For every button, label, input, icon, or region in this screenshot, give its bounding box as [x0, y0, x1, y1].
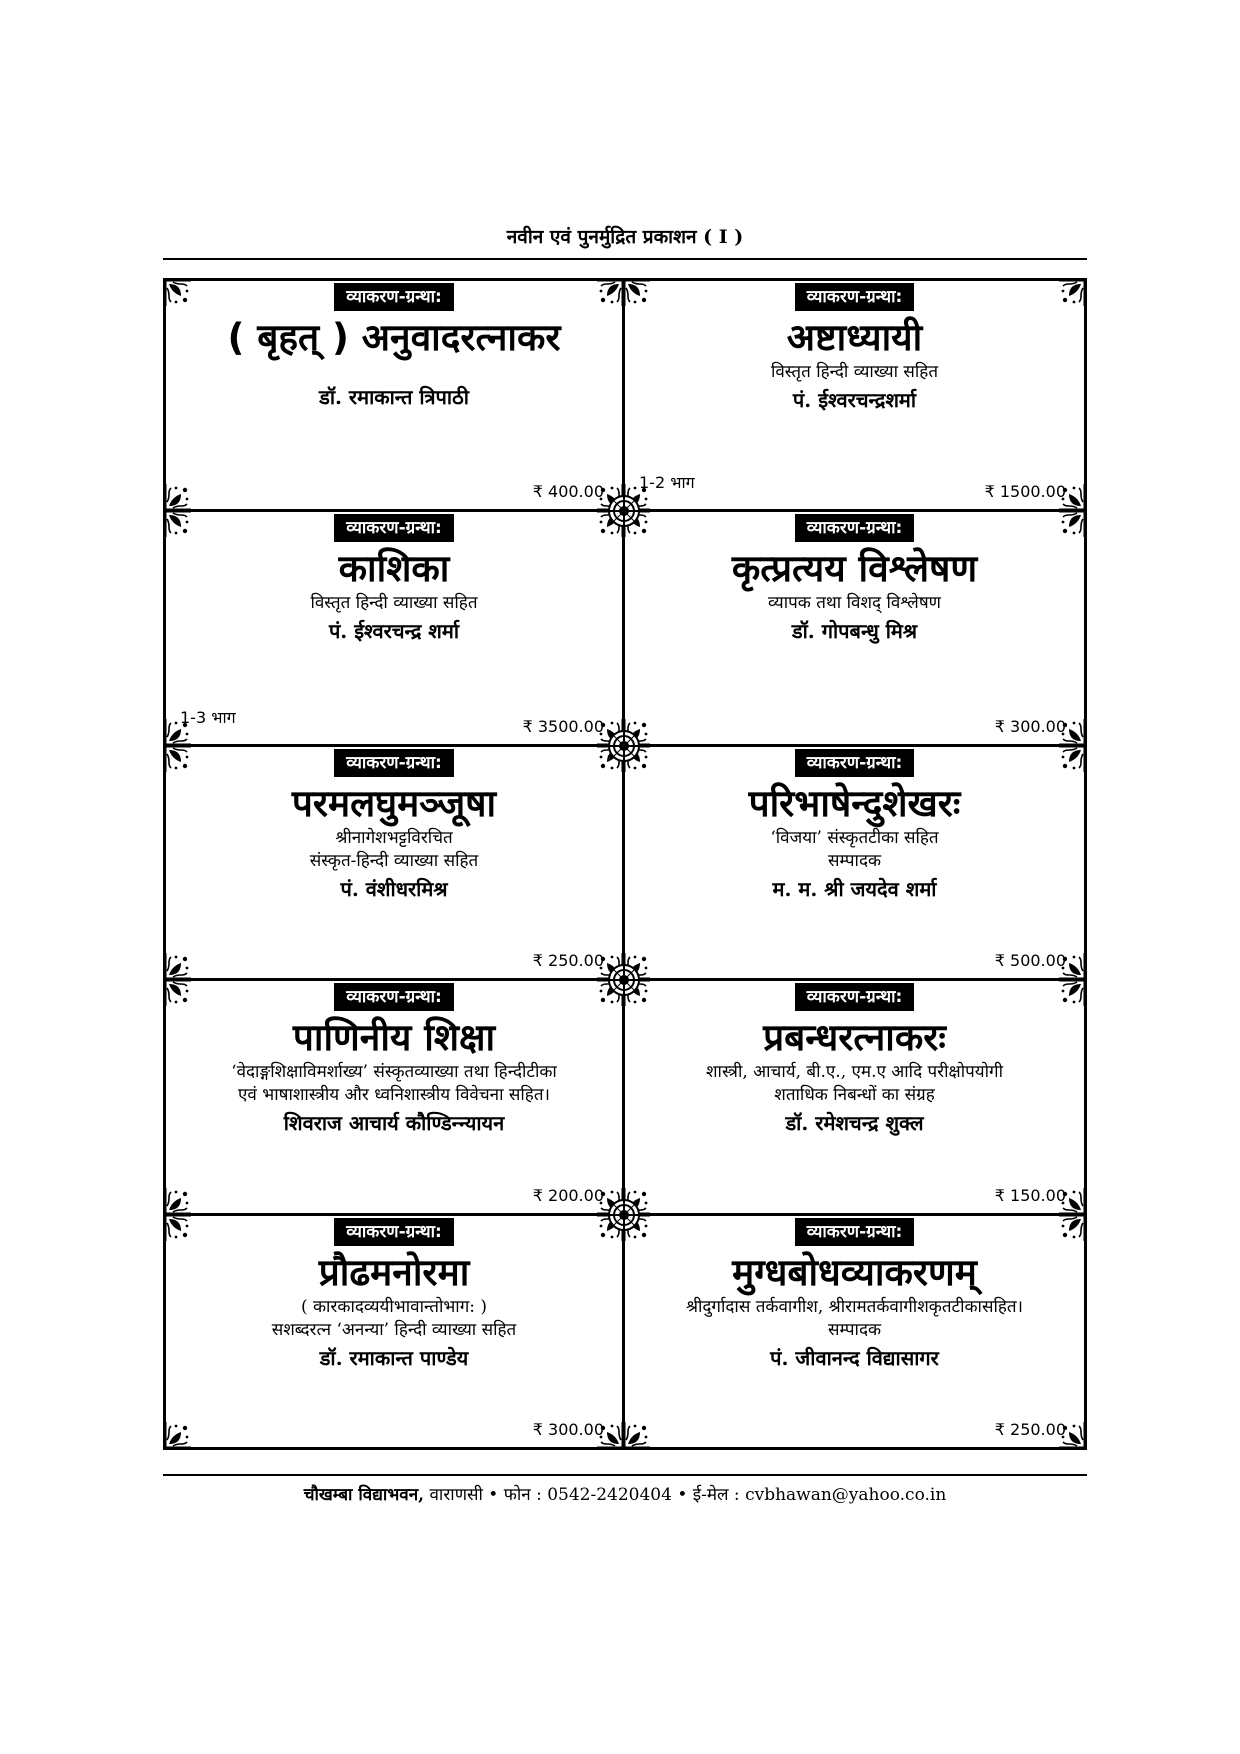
category-band: व्याकरण-ग्रन्था:	[334, 1218, 454, 1246]
category-band: व्याकरण-ग्रन्था:	[795, 514, 915, 542]
book-subtitle: विस्तृत हिन्दी व्याख्या सहित	[310, 593, 478, 614]
category-band: व्याकरण-ग्रन्था:	[795, 283, 915, 311]
rosette-ornament-icon	[607, 494, 641, 528]
book-author: डॉ. रमाकान्त त्रिपाठी	[319, 385, 469, 409]
book-volumes: 1-2 भाग	[639, 473, 695, 493]
corner-flourish-icon	[163, 744, 193, 774]
book-subtitle: सम्पादक	[827, 850, 882, 871]
book-author: डॉ. गोपबन्धु मिश्र	[791, 619, 918, 644]
book-author: डॉ. रमाकान्त पाण्डेय	[319, 1345, 469, 1370]
book-subtitle: श्रीदुर्गादास तर्कवागीश, श्रीरामतर्कवागीशकृतटीकासहित।	[685, 1296, 1024, 1317]
book-title: प्रौढमनोरमा	[318, 1250, 470, 1294]
corner-flourish-icon	[622, 278, 652, 308]
book-price: ₹ 150.00	[994, 1185, 1066, 1205]
corner-flourish-icon	[163, 951, 193, 981]
book-title: मुग्धबोधव्याकरणम्	[732, 1250, 977, 1294]
book-subtitle: विस्तृत हिन्दी व्याख्या सहित	[770, 362, 939, 382]
rosette-ornament-icon	[607, 1198, 641, 1232]
book-card	[622, 744, 1087, 981]
book-title: प्रबन्धरत्नाकरः	[763, 1016, 946, 1060]
book-price: ₹ 3500.00	[522, 716, 604, 736]
category-band: व्याकरण-ग्रन्था:	[334, 983, 454, 1011]
corner-flourish-icon	[1057, 978, 1087, 1008]
book-title: अष्टाध्यायी	[786, 316, 923, 359]
corner-flourish-icon	[163, 278, 193, 308]
book-card	[163, 1213, 625, 1450]
category-band: व्याकरण-ग्रन्था:	[334, 283, 454, 311]
category-band: व्याकरण-ग्रन्था:	[334, 514, 454, 542]
book-card	[163, 509, 625, 746]
book-author: डॉ. रमेशचन्द्र शुक्ल	[785, 1111, 924, 1136]
book-title: काशिका	[338, 547, 450, 591]
book-price: ₹ 400.00	[532, 482, 604, 502]
book-card	[622, 278, 1087, 512]
category-band: व्याकरण-ग्रन्था:	[334, 749, 454, 777]
book-author: पं. वंशीधरमिश्र	[340, 876, 448, 901]
footer-rule	[163, 1474, 1087, 1476]
corner-flourish-icon	[163, 1420, 193, 1450]
corner-flourish-icon	[163, 1186, 193, 1216]
book-card	[622, 1213, 1087, 1450]
book-title: परिभाषेन्दुशेखरः	[748, 781, 961, 825]
book-subtitle: शताधिक निबन्धों का संग्रह	[774, 1085, 935, 1106]
corner-flourish-icon	[163, 482, 193, 512]
corner-flourish-icon	[1057, 1213, 1087, 1243]
footer	[163, 1480, 1087, 1510]
book-subtitle: व्यापक तथा विशद् विश्लेषण	[768, 593, 941, 614]
corner-flourish-icon	[1057, 278, 1087, 308]
book-price: ₹ 500.00	[994, 951, 1066, 971]
book-subtitle: एवं भाषाशास्त्रीय और ध्वनिशास्त्रीय विवेचना सहित।	[238, 1085, 550, 1106]
book-title: कृत्प्रत्यय विश्लेषण	[731, 547, 978, 591]
book-title: परमलघुमञ्जूषा	[291, 781, 497, 825]
corner-flourish-icon	[595, 278, 625, 308]
book-author: म. म. श्री जयदेव शर्मा	[772, 876, 937, 901]
book-subtitle: सशब्दरत्न ‘अनन्या’ हिन्दी व्याख्या सहित	[271, 1319, 517, 1340]
book-subtitle: शास्त्री, आचार्य, बी.ए., एम.ए आदि परीक्षोपयोगी	[705, 1062, 1004, 1083]
catalog-grid	[163, 278, 1087, 1450]
book-subtitle: संस्कृत-हिन्दी व्याख्या सहित	[309, 850, 479, 871]
book-author: पं. जीवानन्द विद्यासागर	[770, 1345, 939, 1370]
book-title: पाणिनीय शिक्षा	[292, 1016, 496, 1060]
footer-contact: वाराणसी • फोन : 0542-2420404 • ई-मेल : cvbhawan@yahoo.co.in	[424, 1485, 947, 1505]
page-header: नवीन एवं पुनर्मुद्रित प्रकाशन ( I )	[506, 226, 744, 248]
book-title: ( बृहत् ) अनुवादरत्नाकर	[227, 316, 561, 359]
rosette-ornament-icon	[607, 963, 641, 997]
category-band: व्याकरण-ग्रन्था:	[795, 749, 915, 777]
book-card	[622, 509, 1087, 746]
book-card	[163, 744, 625, 981]
category-band: व्याकरण-ग्रन्था:	[795, 983, 915, 1011]
book-volumes: 1-3 भाग	[180, 707, 236, 727]
book-price: ₹ 300.00	[532, 1419, 604, 1439]
book-price: ₹ 250.00	[532, 951, 604, 971]
corner-flourish-icon	[1057, 509, 1087, 539]
corner-flourish-icon	[1057, 744, 1087, 774]
corner-flourish-icon	[163, 1213, 193, 1243]
category-band: व्याकरण-ग्रन्था:	[795, 1218, 915, 1246]
book-price: ₹ 250.00	[994, 1419, 1066, 1439]
book-card	[622, 978, 1087, 1215]
book-price: ₹ 300.00	[994, 716, 1066, 736]
corner-flourish-icon	[622, 1420, 652, 1450]
book-subtitle: श्रीनागेशभट्टविरचित	[335, 827, 453, 848]
book-price: ₹ 1500.00	[984, 482, 1066, 502]
book-subtitle: सम्पादक	[827, 1319, 882, 1340]
corner-flourish-icon	[163, 978, 193, 1008]
book-subtitle: ( कारकादव्ययीभावान्तोभाग: )	[300, 1296, 488, 1317]
book-price: ₹ 200.00	[532, 1185, 604, 1205]
rosette-ornament-icon	[607, 729, 641, 763]
header-rule	[163, 258, 1087, 260]
corner-flourish-icon	[163, 509, 193, 539]
book-subtitle: ‘वेदाङ्गशिक्षाविमर्शाख्य’ संस्कृतव्याख्या तथा हिन्दीटीका	[231, 1062, 557, 1083]
book-subtitle: ‘विजया’ संस्कृतटीका सहित	[770, 827, 939, 848]
book-card	[163, 978, 625, 1215]
book-author: पं. ईश्वरचन्द्रशर्मा	[792, 388, 917, 412]
footer-publisher: चौखम्बा विद्याभवन,	[303, 1485, 425, 1505]
book-author: पं. ईश्वरचन्द्र शर्मा	[328, 619, 460, 644]
book-author: शिवराज आचार्य कौण्डिन्न्यायन	[283, 1111, 505, 1136]
book-card	[163, 278, 625, 512]
